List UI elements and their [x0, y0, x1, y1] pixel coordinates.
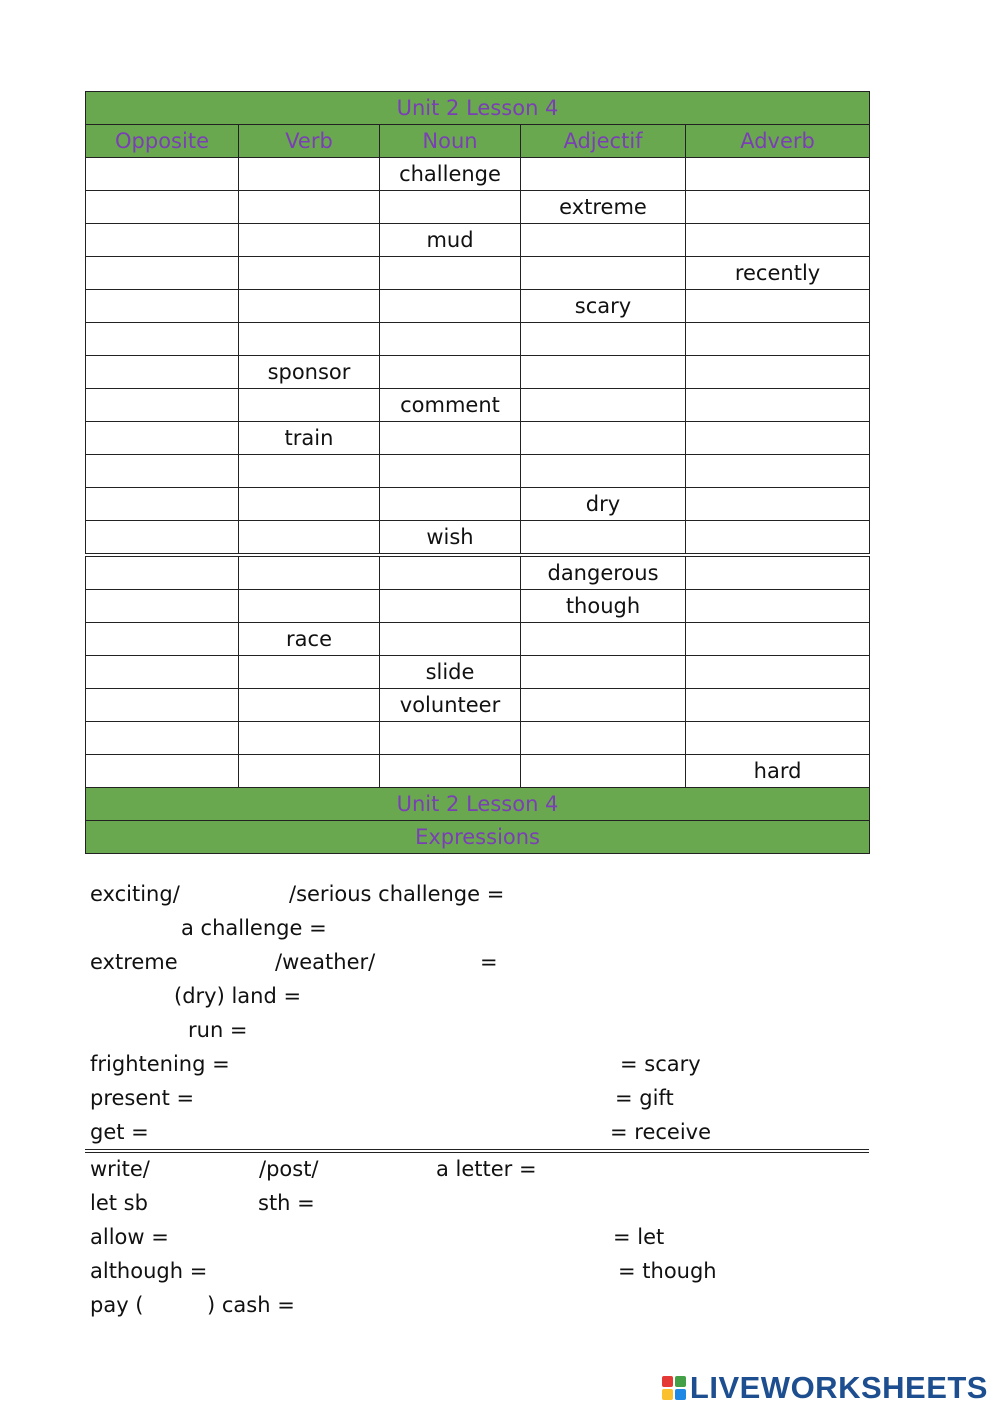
blank-answer-cell[interactable] [521, 755, 686, 788]
table-row [86, 455, 870, 488]
table-header-row [86, 125, 870, 158]
blank-answer-cell[interactable] [239, 158, 380, 191]
blank-answer-cell[interactable] [239, 590, 380, 623]
table-row [86, 356, 870, 389]
table-row [86, 656, 870, 689]
expression-text: frightening = [90, 1052, 230, 1076]
blank-answer-cell[interactable] [521, 422, 686, 455]
expression-text: a challenge = [181, 916, 327, 940]
word-cell: race [239, 623, 380, 656]
blank-answer-cell[interactable] [686, 623, 870, 656]
expression-text: /serious challenge = [289, 882, 505, 906]
blank-answer-cell[interactable] [521, 722, 686, 755]
blank-answer-cell[interactable] [86, 389, 239, 422]
blank-answer-cell[interactable] [86, 555, 239, 590]
blank-answer-cell[interactable] [380, 323, 521, 356]
expression-text: exciting/ [90, 882, 180, 906]
expression-text: /weather/ [275, 950, 376, 974]
blank-answer-cell[interactable] [380, 356, 521, 389]
blank-answer-cell[interactable] [86, 455, 239, 488]
word-cell: challenge [380, 158, 521, 191]
expression-text: = receive [610, 1120, 712, 1144]
expression-text: ) cash = [207, 1293, 295, 1317]
table-row [86, 290, 870, 323]
word-cell: recently [686, 257, 870, 290]
word-cell: wish [380, 521, 521, 556]
column-header: Adjectif [521, 125, 686, 158]
table-row [86, 689, 870, 722]
blank-answer-cell[interactable] [686, 290, 870, 323]
blank-answer-cell[interactable] [521, 257, 686, 290]
blank-answer-cell[interactable] [521, 521, 686, 556]
word-cell: hard [686, 755, 870, 788]
logo-square [675, 1389, 686, 1400]
table-row [86, 555, 870, 590]
column-header: Adverb [686, 125, 870, 158]
blank-answer-cell[interactable] [239, 488, 380, 521]
expressions-section-2 [85, 1152, 869, 1322]
word-cell: mud [380, 224, 521, 257]
expression-text: let sb [90, 1191, 148, 1215]
expression-line [85, 1115, 869, 1149]
table-row [86, 755, 870, 788]
word-cell: volunteer [380, 689, 521, 722]
table-row [86, 191, 870, 224]
expression-line [85, 877, 869, 911]
blank-answer-cell[interactable] [380, 755, 521, 788]
column-header: Noun [380, 125, 521, 158]
blank-answer-cell[interactable] [86, 422, 239, 455]
table-row [86, 623, 870, 656]
blank-answer-cell[interactable] [686, 689, 870, 722]
expression-line [85, 1186, 869, 1220]
blank-answer-cell[interactable] [380, 722, 521, 755]
logo-square [662, 1389, 673, 1400]
expression-text: allow = [90, 1225, 169, 1249]
blank-answer-cell[interactable] [86, 590, 239, 623]
blank-answer-cell[interactable] [380, 257, 521, 290]
table-row [86, 722, 870, 755]
blank-answer-cell[interactable] [686, 224, 870, 257]
blank-answer-cell[interactable] [686, 422, 870, 455]
blank-answer-cell[interactable] [686, 191, 870, 224]
blank-answer-cell[interactable] [686, 488, 870, 521]
section-subtitle: Expressions [86, 821, 870, 854]
blank-answer-cell[interactable] [521, 656, 686, 689]
blank-answer-cell[interactable] [239, 722, 380, 755]
blank-answer-cell[interactable] [686, 521, 870, 556]
expression-text: sth = [258, 1191, 315, 1215]
blank-answer-cell[interactable] [380, 290, 521, 323]
expression-line [85, 1081, 869, 1115]
table-row [86, 323, 870, 356]
expression-text: run = [188, 1018, 248, 1042]
footer-title-row [86, 788, 870, 821]
table-row [86, 521, 870, 556]
blank-answer-cell[interactable] [521, 224, 686, 257]
blank-answer-cell[interactable] [686, 590, 870, 623]
blank-answer-cell[interactable] [380, 191, 521, 224]
blank-answer-cell[interactable] [686, 323, 870, 356]
blank-answer-cell[interactable] [686, 555, 870, 590]
expression-text: = [480, 950, 498, 974]
blank-answer-cell[interactable] [686, 722, 870, 755]
blank-answer-cell[interactable] [239, 224, 380, 257]
expression-text: pay ( [90, 1293, 144, 1317]
logo-square [662, 1376, 673, 1387]
blank-answer-cell[interactable] [86, 257, 239, 290]
expression-text: extreme [90, 950, 178, 974]
expression-text: = scary [620, 1052, 701, 1076]
word-cell: comment [380, 389, 521, 422]
table-row [86, 389, 870, 422]
expression-line [85, 979, 869, 1013]
blank-answer-cell[interactable] [86, 290, 239, 323]
expression-line [85, 1152, 869, 1186]
logo-square [675, 1376, 686, 1387]
blank-answer-cell[interactable] [86, 521, 239, 556]
expression-line [85, 945, 869, 979]
expression-text: = gift [615, 1086, 674, 1110]
blank-answer-cell[interactable] [239, 389, 380, 422]
blank-answer-cell[interactable] [86, 623, 239, 656]
blank-answer-cell[interactable] [380, 455, 521, 488]
blank-answer-cell[interactable] [686, 356, 870, 389]
blank-answer-cell[interactable] [521, 455, 686, 488]
blank-answer-cell[interactable] [239, 521, 380, 556]
expression-line [85, 1047, 869, 1081]
blank-answer-cell[interactable] [86, 488, 239, 521]
table-title-row [86, 92, 870, 125]
expression-text: /post/ [259, 1157, 319, 1181]
logo-text: LIVEWORKSHEETS [689, 1370, 988, 1405]
blank-answer-cell[interactable] [239, 191, 380, 224]
table-row [86, 590, 870, 623]
word-cell: train [239, 422, 380, 455]
word-cell: slide [380, 656, 521, 689]
word-cell: dangerous [521, 555, 686, 590]
expression-text: write/ [90, 1157, 150, 1181]
blank-answer-cell[interactable] [239, 257, 380, 290]
logo-mark-icon [662, 1376, 686, 1400]
table-row [86, 257, 870, 290]
word-cell: dry [521, 488, 686, 521]
column-header: Verb [239, 125, 380, 158]
blank-answer-cell[interactable] [239, 290, 380, 323]
table-title: Unit 2 Lesson 4 [86, 92, 870, 125]
blank-answer-cell[interactable] [380, 555, 521, 590]
blank-answer-cell[interactable] [521, 356, 686, 389]
blank-answer-cell[interactable] [86, 323, 239, 356]
blank-answer-cell[interactable] [686, 455, 870, 488]
expression-line [85, 1288, 869, 1322]
word-formation-table [85, 91, 870, 854]
blank-answer-cell[interactable] [521, 158, 686, 191]
expression-line [85, 1254, 869, 1288]
expression-text: a letter = [436, 1157, 537, 1181]
blank-answer-cell[interactable] [86, 689, 239, 722]
vocabulary-worksheet [85, 91, 869, 854]
expression-line [85, 1220, 869, 1254]
blank-answer-cell[interactable] [521, 623, 686, 656]
column-header: Opposite [86, 125, 239, 158]
blank-answer-cell[interactable] [86, 755, 239, 788]
blank-answer-cell[interactable] [380, 623, 521, 656]
word-cell: sponsor [239, 356, 380, 389]
blank-answer-cell[interactable] [380, 422, 521, 455]
blank-answer-cell[interactable] [239, 755, 380, 788]
expression-text: (dry) land = [174, 984, 302, 1008]
blank-answer-cell[interactable] [86, 158, 239, 191]
blank-answer-cell[interactable] [239, 455, 380, 488]
blank-answer-cell[interactable] [380, 488, 521, 521]
expression-line [85, 911, 869, 945]
expression-text: get = [90, 1120, 149, 1144]
blank-answer-cell[interactable] [86, 356, 239, 389]
expression-text: present = [90, 1086, 195, 1110]
blank-answer-cell[interactable] [239, 689, 380, 722]
blank-answer-cell[interactable] [521, 323, 686, 356]
blank-answer-cell[interactable] [239, 555, 380, 590]
liveworksheets-logo [662, 1370, 988, 1406]
blank-answer-cell[interactable] [686, 656, 870, 689]
expression-text: = though [618, 1259, 717, 1283]
table-row [86, 488, 870, 521]
blank-answer-cell[interactable] [521, 689, 686, 722]
word-cell: extreme [521, 191, 686, 224]
blank-answer-cell[interactable] [86, 722, 239, 755]
table-row [86, 158, 870, 191]
blank-answer-cell[interactable] [86, 191, 239, 224]
table-row [86, 422, 870, 455]
blank-answer-cell[interactable] [86, 656, 239, 689]
expressions-section [85, 877, 869, 1149]
blank-answer-cell[interactable] [380, 590, 521, 623]
blank-answer-cell[interactable] [86, 224, 239, 257]
footer-subtitle-row [86, 821, 870, 854]
blank-answer-cell[interactable] [239, 323, 380, 356]
word-cell: scary [521, 290, 686, 323]
expression-text: = let [613, 1225, 665, 1249]
expression-text: although = [90, 1259, 208, 1283]
blank-answer-cell[interactable] [239, 656, 380, 689]
table-row [86, 224, 870, 257]
word-cell: though [521, 590, 686, 623]
blank-answer-cell[interactable] [686, 389, 870, 422]
blank-answer-cell[interactable] [686, 158, 870, 191]
section-title: Unit 2 Lesson 4 [86, 788, 870, 821]
blank-answer-cell[interactable] [521, 389, 686, 422]
expression-line [85, 1013, 869, 1047]
